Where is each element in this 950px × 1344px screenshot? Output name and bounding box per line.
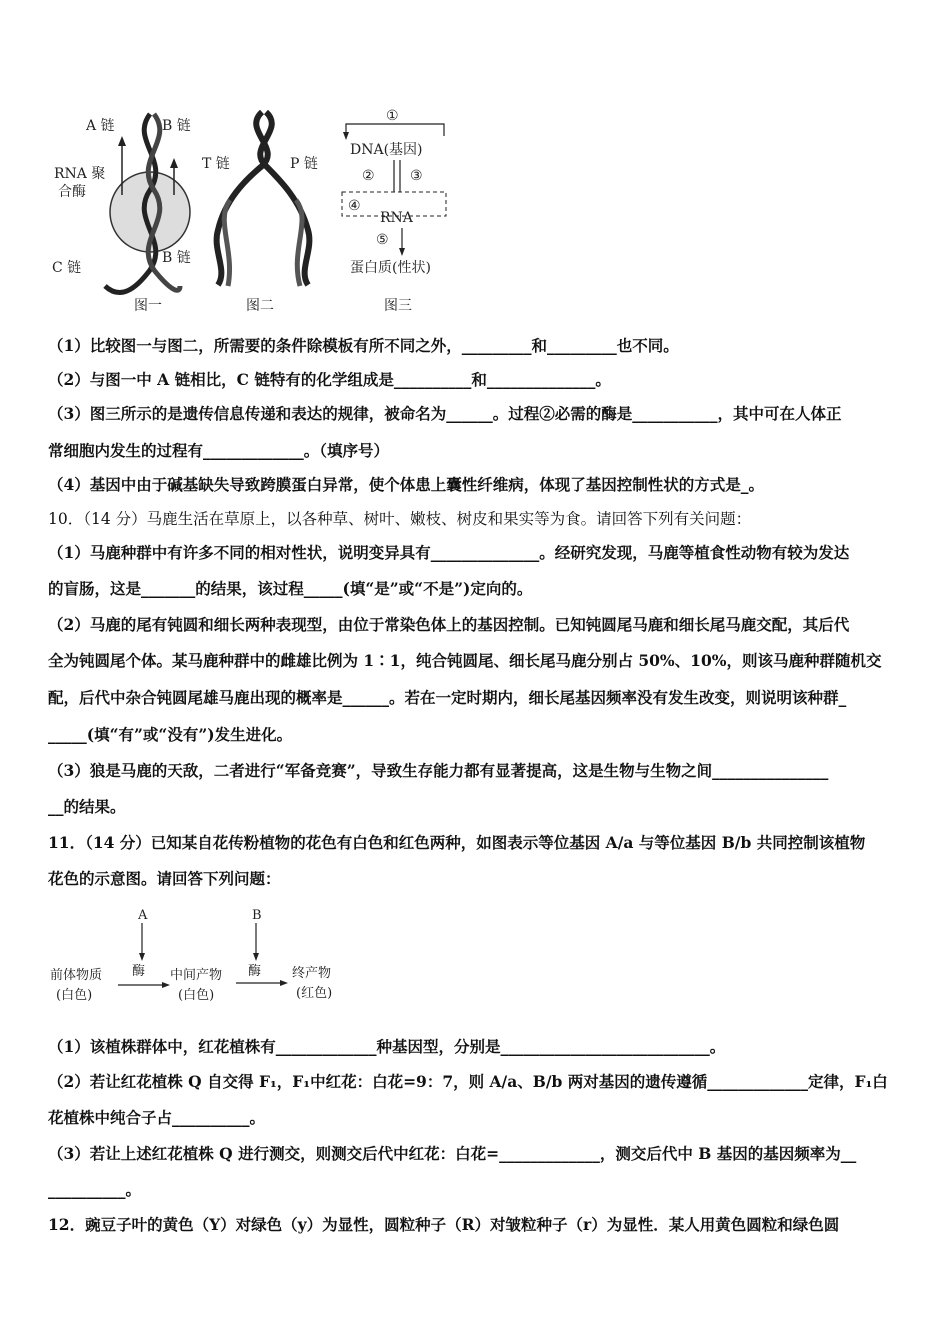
- q10-part2-line3: 配，后代中杂合钝圆尾雄马鹿出现的概率是______。若在一定时期内，细长尾基因频率没有发生改变，则说明该种群_: [48, 688, 847, 707]
- q10-part2-line4: _____(填“有”或“没有”)发生进化。: [48, 725, 293, 744]
- gene-a-label: A: [138, 908, 148, 923]
- q9-part3-line1: （3）图三所示的是遗传信息传递和表达的规律，被命名为______。过程②必需的酶是___________，其中可在人体正: [48, 404, 842, 423]
- final-color-label: (红色): [296, 986, 333, 1001]
- q11-part3-line2: __________。: [48, 1180, 142, 1199]
- fig3-process-3: ③: [410, 168, 423, 184]
- fig3-process-4: ④: [348, 198, 361, 214]
- dna-transcription-figure: [50, 100, 470, 320]
- fig3-protein-label: 蛋白质(性状): [350, 260, 431, 276]
- fig3-rna-label: RNA: [380, 210, 413, 226]
- fig2-caption: 图二: [246, 298, 274, 314]
- fig3-caption: 图三: [384, 298, 412, 314]
- q11-part3-line1: （3）若让上述红花植株 Q 进行测交，则测交后代中红花：白花=_____________，测交后代中 B 基因的基因频率为__: [48, 1144, 857, 1163]
- precursor-label: 前体物质: [50, 968, 103, 983]
- q9-part3-line2: 常细胞内发生的过程有_____________。（填序号）: [48, 441, 390, 460]
- precursor-color-label: (白色): [56, 988, 93, 1003]
- final-product-label: 终产物: [292, 966, 332, 981]
- q11-stem-line2: 花色的示意图。请回答下列问题：: [48, 869, 281, 888]
- q10-part3-line2: __的结果。: [48, 797, 126, 816]
- q9-part4: （4）基因中由于碱基缺失导致跨膜蛋白异常，使个体患上囊性纤维病，体现了基因控制性状的方式是_。: [48, 475, 765, 494]
- q9-part2: （2）与图一中 A 链相比，C 链特有的化学组成是__________和______________。: [48, 370, 611, 389]
- fig3-process-5: ⑤: [376, 232, 389, 248]
- q10-part3-line1: （3）狼是马鹿的天敌，二者进行“军备竞赛”，导致生存能力都有显著提高，这是生物与生物之间_______________: [48, 761, 829, 780]
- fig1-rna-polymerase-label-2: 合酶: [58, 184, 86, 200]
- q10-part1-line2: 的盲肠，这是_______的结果，该过程_____(填“是”或“不是”)定向的。: [48, 579, 533, 598]
- intermediate-color-label: (白色): [178, 988, 215, 1003]
- q11-stem-line1: 11．（14 分）已知某自花传粉植物的花色有白色和红色两种，如图表示等位基因 A/a 与等位基因 B/b 共同控制该植物: [48, 833, 866, 852]
- q11-part1: （1）该植株群体中，红花植株有_____________种基因型，分别是___________________________。: [48, 1037, 726, 1056]
- fig3-central-dogma-diagram: [342, 108, 446, 314]
- q11-part2-line2: 花植株中纯合子占__________。: [48, 1108, 266, 1127]
- fig1-c-chain-label: C 链: [52, 260, 82, 276]
- fig2-t-chain-label: T 链: [202, 156, 230, 172]
- fig1-rna-polymerase-label-1: RNA 聚: [54, 166, 106, 182]
- fig2-p-chain-label: P 链: [290, 156, 318, 172]
- fig3-process-1: ①: [386, 108, 399, 124]
- q11-part2-line1: （2）若让红花植株 Q 自交得 F₁，F₁中红花：白花=9：7，则 A/a、B/b 两对基因的遗传遵循_____________定律，F₁白: [48, 1072, 888, 1091]
- q10-stem: 10．（14 分）马鹿生活在草原上，以各种草、树叶、嫩枝、树皮和果实等为食。请回答下列有关问题：: [48, 510, 752, 528]
- fig1-b-chain-top-label: B 链: [162, 118, 191, 134]
- q9-part1: （1）比较图一与图二，所需要的条件除模板有所不同之外，_________和_________也不同。: [48, 336, 679, 355]
- intermediate-label: 中间产物: [170, 968, 223, 983]
- fig2-replication-diagram: [202, 112, 318, 314]
- gene-b-label: B: [252, 908, 262, 923]
- fig1-b-chain-bottom-label: B 链: [162, 250, 191, 266]
- fig1-transcription-diagram: [52, 114, 191, 314]
- q10-part2-line2: 全为钝圆尾个体。某马鹿种群中的雌雄比例为 1∶1，纯合钝圆尾、细长尾马鹿分别占 50%、10%，则该马鹿种群随机交: [48, 651, 882, 670]
- enzyme-1-label: 酶: [132, 964, 146, 979]
- fig3-dna-label: DNA(基因): [350, 142, 423, 158]
- fig1-a-chain-label: A 链: [86, 118, 115, 134]
- fig1-caption: 图一: [134, 298, 162, 314]
- q12-stem: 12．豌豆子叶的黄色（Y）对绿色（y）为显性，圆粒种子（R）对皱粒种子（r）为显性．某人用黄色圆粒和绿色圆: [48, 1215, 840, 1234]
- enzyme-2-label: 酶: [248, 964, 262, 979]
- q10-part1-line1: （1）马鹿种群中有许多不同的相对性状，说明变异具有______________。经研究发现，马鹿等植食性动物有较为发达: [48, 543, 850, 562]
- q10-part2-line1: （2）马鹿的尾有钝圆和细长两种表现型，由位于常染色体上的基因控制。已知钝圆尾马鹿和细长尾马鹿交配，其后代: [48, 615, 850, 634]
- fig3-process-2: ②: [362, 168, 375, 184]
- flower-color-pathway-figure: [48, 905, 358, 1015]
